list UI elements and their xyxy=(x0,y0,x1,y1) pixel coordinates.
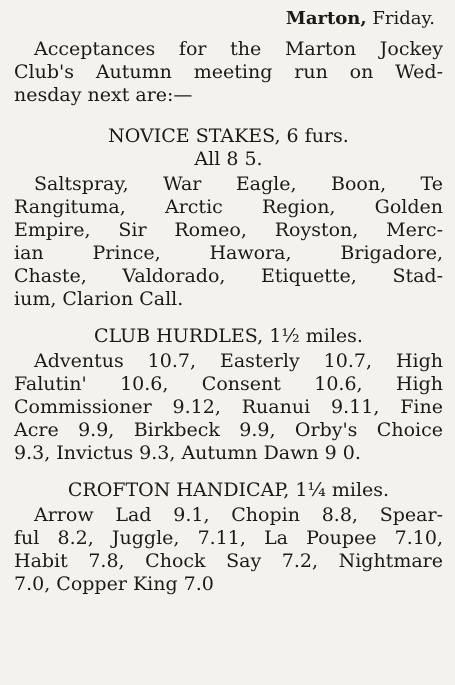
entry-line: Commissioner 9.12, Ruanui 9.11, Fine xyxy=(14,396,443,418)
entry-line: Falutin' 10.6, Consent 10.6, High xyxy=(14,373,443,395)
race-crofton-handicap xyxy=(14,479,443,596)
race-entries xyxy=(14,350,443,465)
entry-line: Acre 9.9, Birkbeck 9.9, Orby's Choice xyxy=(14,419,443,441)
race-entries xyxy=(14,504,443,596)
dateline xyxy=(14,6,435,32)
race-title: NOVICE STAKES, 6 furs. xyxy=(108,125,349,147)
race-title: CLUB HURDLES, 1½ miles. xyxy=(94,325,363,347)
entry-line: 9.3, Invictus 9.3, Autumn Dawn 9 0. xyxy=(14,442,361,464)
dateline-day: Friday. xyxy=(372,8,435,29)
entry-line: Rangituma, Arctic Region, Golden xyxy=(14,196,443,218)
entry-line: ful 8.2, Juggle, 7.11, La Poupee 7.10, xyxy=(14,527,443,549)
entry-line: ium, Clarion Call. xyxy=(14,288,184,310)
race-entries xyxy=(14,173,443,311)
entry-line: Adventus 10.7, Easterly 10.7, High xyxy=(34,350,443,372)
dateline-place: Marton, xyxy=(285,8,367,29)
intro-line: nesday next are:— xyxy=(14,84,193,106)
race-title: CROFTON HANDICAP, 1¼ miles. xyxy=(67,479,390,501)
race-novice-stakes xyxy=(14,125,443,311)
entry-line: Arrow Lad 9.1, Chopin 8.8, Spear- xyxy=(34,504,443,526)
intro-line: Club's Autumn meeting run on Wed- xyxy=(14,61,443,83)
entry-line: Habit 7.8, Chock Say 7.2, Nightmare xyxy=(14,550,443,572)
intro-paragraph xyxy=(14,38,443,107)
entry-line: Saltspray, War Eagle, Boon, Te xyxy=(34,173,443,195)
race-weight: All 8 5. xyxy=(194,148,263,170)
race-club-hurdles xyxy=(14,325,443,465)
entry-line: Chaste, Valdorado, Etiquette, Stad- xyxy=(14,265,443,287)
entry-line: Empire, Sir Romeo, Royston, Merc- xyxy=(14,219,443,241)
entry-line: ian Prince, Hawora, Brigadore, xyxy=(14,242,443,264)
entry-line: 7.0, Copper King 7.0 xyxy=(14,573,214,595)
intro-line: Acceptances for the Marton Jockey xyxy=(34,38,443,60)
